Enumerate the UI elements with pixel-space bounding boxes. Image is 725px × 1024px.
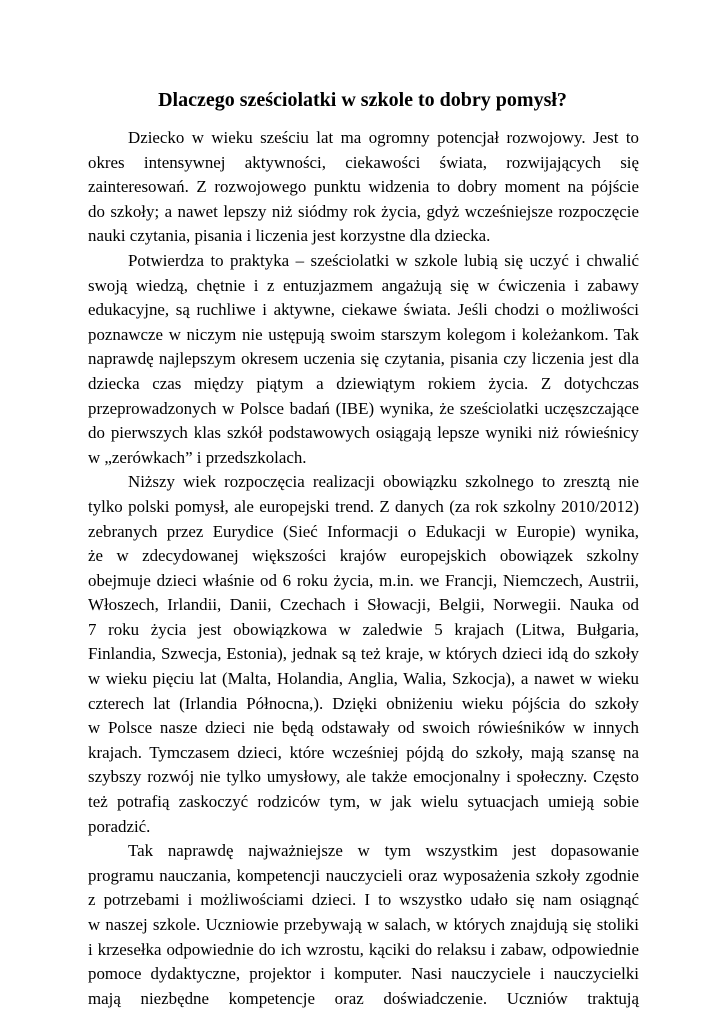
paragraph-line: czterech lat (Irlandia Północna,). Dzięki obniżeniu wieku pójścia do szkoły (88, 693, 639, 713)
paragraph-line: poradzić. (88, 816, 151, 836)
document-body (88, 126, 639, 1011)
paragraph-line: 7 roku życia jest obowiązkowa w zaledwie 5 krajach (Litwa, Bułgaria, (88, 619, 639, 639)
paragraph-line: obejmuje dzieci właśnie od 6 roku życia, m.in. we Francji, Niemczech, Austrii, (88, 570, 639, 590)
paragraph-line: w „zerówkach” i przedszkolach. (88, 447, 307, 467)
paragraph-line: krajach. Tymczasem dzieci, które wcześniej pójdą do szkoły, mają szansę na (88, 742, 639, 762)
paragraph-line: Finlandia, Szwecja, Estonia), jednak są też kraje, w których dzieci idą do szkoły (88, 644, 639, 664)
paragraph-line: przeprowadzonych w Polsce badań (IBE) wynika, że sześciolatki uczęszczające (88, 398, 639, 418)
paragraph-line: Tak naprawdę najważniejsze w tym wszystkim jest dopasowanie (128, 841, 639, 861)
paragraph-line: Dziecko w wieku sześciu lat ma ogromny potencjał rozwojowy. Jest to (128, 128, 639, 147)
paragraph-line: z potrzebami i możliwościami dzieci. I to wszystko udało się nam osiągnąć (88, 890, 639, 910)
paragraph-line: w Polsce nasze dzieci nie będą odstawały od swoich rówieśników w innych (88, 718, 639, 738)
paragraph-line: poznawcze w niczym nie ustępują swoim starszym kolegom i koleżankom. Tak (88, 324, 639, 344)
paragraph-line: nauki czytania, pisania i liczenia jest korzystne dla dziecka. (88, 226, 491, 246)
document-title: Dlaczego sześciolatki w szkole to dobry pomysł? (158, 89, 567, 111)
paragraph-line: w wieku pięciu lat (Malta, Holandia, Anglia, Walia, Szkocja), a nawet w wieku (88, 669, 639, 689)
paragraph-line: edukacyjne, są ruchliwe i aktywne, ciekawe świata. Jeśli chodzi o możliwości (88, 300, 639, 320)
paragraph-line: że w zdecydowanej większości krajów europejskich obowiązek szkolny (88, 546, 639, 566)
paragraph-line: okres intensywnej aktywności, ciekawości świata, rozwijających się (88, 152, 639, 172)
paragraph-line: też potrafią zaskoczyć rodziców tym, w jak wielu sytuacjach umieją sobie (88, 792, 639, 812)
paragraph-line: dziecka czas między piątym a dziewiątym rokiem życia. Z dotychczas (88, 373, 639, 393)
paragraph-line: do pierwszych klas szkół podstawowych osiągają lepsze wyniki niż rówieśnicy (88, 423, 639, 443)
paragraph-line: Włoszech, Irlandii, Danii, Czechach i Słowacji, Belgii, Norwegii. Nauka od (88, 595, 639, 615)
paragraph-line: szybszy rozwój nie tylko umysłowy, ale także emocjonalny i społeczny. Często (88, 767, 639, 787)
paragraph-line: Niższy wiek rozpoczęcia realizacji obowiązku szkolnego to zresztą nie (128, 472, 639, 492)
paragraph-line: programu nauczania, kompetencji nauczycieli oraz wyposażenia szkoły zgodnie (88, 865, 639, 885)
paragraph-line: pomoce dydaktyczne, projektor i komputer. Nasi nauczyciele i nauczycielki (88, 964, 639, 984)
paragraph-line: do szkoły; a nawet lepszy niż siódmy rok życia, gdyż wcześniejsze rozpoczęcie (88, 201, 639, 221)
paragraph-line: zainteresowań. Z rozwojowego punktu widzenia to dobry moment na pójście (88, 177, 639, 197)
paragraph-line: w naszej szkole. Uczniowie przebywają w salach, w których znajdują się stoliki (88, 915, 639, 934)
paragraph-line: naprawdę najlepszym okresem uczenia się czytania, pisania czy liczenia jest dla (88, 349, 639, 369)
paragraph-line: i krzesełka odpowiednie do ich wzrostu, kąciki do relaksu i zabaw, odpowiednie (88, 939, 639, 959)
paragraph-line: tylko polski pomysł, ale europejski trend. Z danych (za rok szkolny 2010/2012) (88, 496, 639, 516)
paragraph-line: Potwierdza to praktyka – sześciolatki w szkole lubią się uczyć i chwalić (128, 250, 639, 270)
paragraph-line: zebranych przez Eurydice (Sieć Informacji o Edukacji w Europie) wynika, (88, 521, 639, 541)
paragraph-line: mają niezbędne kompetencje oraz doświadczenie. Uczniów traktują (88, 988, 639, 1008)
paragraph-line: swoją wiedzą, chętnie i z entuzjazmem angażują się w ćwiczenia i zabawy (88, 275, 639, 295)
